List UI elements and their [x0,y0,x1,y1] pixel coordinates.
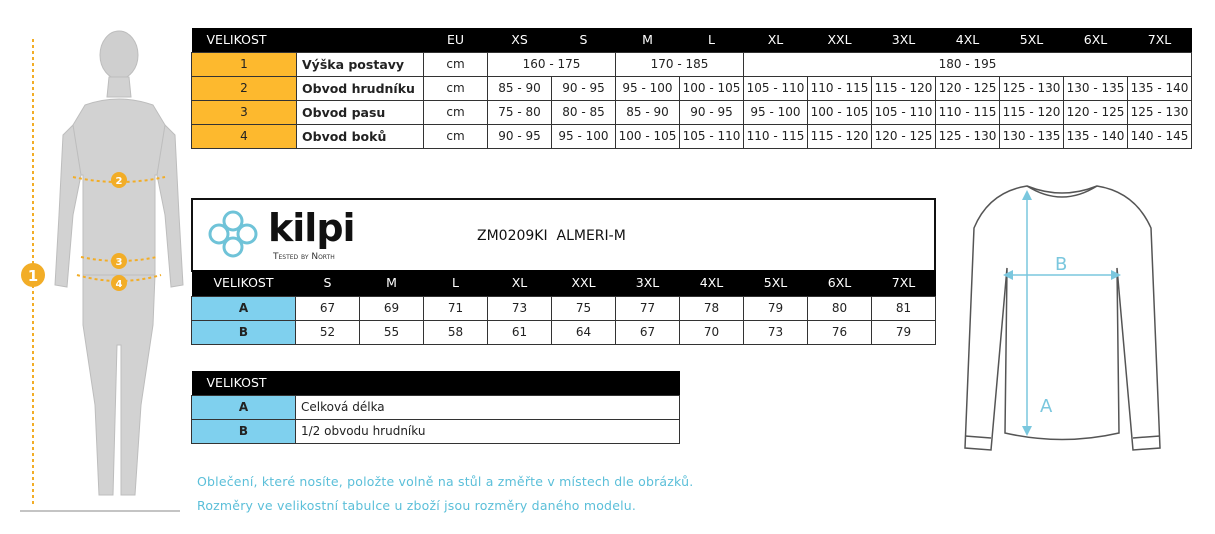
cell: 100 - 105 [616,124,680,148]
header-size: 6XL [1064,28,1128,52]
row-unit: cm [424,124,488,148]
header-size: 5XL [1000,28,1064,52]
svg-text:2: 2 [115,176,123,187]
header-size: 5XL [744,270,808,296]
row-description: Celková délka [296,395,680,419]
header-size: 4XL [936,28,1000,52]
cell: 120 - 125 [936,76,1000,100]
cell: 79 [744,296,808,320]
shirt-measurement-diagram [955,178,1170,463]
cell: 140 - 145 [1128,124,1192,148]
cell: 61 [488,320,552,344]
cell: 110 - 115 [744,124,808,148]
cell: 105 - 110 [744,76,808,100]
cell: 79 [872,320,936,344]
cell: 81 [872,296,936,320]
cell: 95 - 100 [744,100,808,124]
height-range: 180 - 195 [744,52,1192,76]
label-b: B [1055,254,1068,275]
size-chart-header [192,28,1192,52]
cell: 125 - 130 [1128,100,1192,124]
row-unit: cm [424,52,488,76]
kilpi-knot-logo-icon [205,208,261,260]
cell: 135 - 140 [1064,124,1128,148]
table-row [192,296,936,320]
cell: 75 - 80 [488,100,552,124]
label-a: A [1040,396,1053,417]
cell: 90 - 95 [552,76,616,100]
cell: 105 - 110 [680,124,744,148]
cell: 130 - 135 [1000,124,1064,148]
model-table-header [192,270,936,296]
product-header-box [191,198,936,272]
cell: 80 [808,296,872,320]
header-velikost: VELIKOST [192,371,680,395]
table-row [192,52,1192,76]
header-velikost: VELIKOST [192,270,296,296]
marker-1 [21,263,45,287]
cell: 135 - 140 [1128,76,1192,100]
marker-4 [111,275,127,291]
cell: 120 - 125 [1064,100,1128,124]
cell: 55 [360,320,424,344]
table-row [192,320,936,344]
cell: 115 - 120 [1000,100,1064,124]
cell: 78 [680,296,744,320]
header-size: M [360,270,424,296]
header-size: S [552,28,616,52]
cell: 77 [616,296,680,320]
row-label: B [192,419,296,443]
model-measurements-table [191,270,936,345]
row-label: A [192,395,296,419]
header-size: XL [744,28,808,52]
header-size: 4XL [680,270,744,296]
cell: 130 - 135 [1064,76,1128,100]
cell: 85 - 90 [616,100,680,124]
header-size: XL [488,270,552,296]
cell: 115 - 120 [872,76,936,100]
body-measurement-figure [15,25,185,515]
cell: 67 [296,296,360,320]
header-size: L [424,270,488,296]
row-unit: cm [424,76,488,100]
cell: 125 - 130 [1000,76,1064,100]
header-size: XXL [808,28,872,52]
cell: 125 - 130 [936,124,1000,148]
cell: 120 - 125 [872,124,936,148]
header-size: XS [488,28,552,52]
cell: 71 [424,296,488,320]
cell: 67 [616,320,680,344]
cell: 100 - 105 [808,100,872,124]
row-number: 3 [192,100,297,124]
row-description: 1/2 obvodu hrudníku [296,419,680,443]
cell: 110 - 115 [936,100,1000,124]
height-range: 170 - 185 [616,52,744,76]
header-size: M [616,28,680,52]
row-number: 4 [192,124,297,148]
cell: 73 [488,296,552,320]
header-size: 6XL [808,270,872,296]
cell: 70 [680,320,744,344]
table-row [192,419,680,443]
row-number: 1 [192,52,297,76]
cell: 73 [744,320,808,344]
table-row [192,76,1192,100]
table-row [192,124,1192,148]
marker-2 [111,172,127,188]
cell: 52 [296,320,360,344]
cell: 76 [808,320,872,344]
cell: 95 - 100 [616,76,680,100]
brand-name: kilpi [268,206,355,250]
table-row [192,395,680,419]
row-number: 2 [192,76,297,100]
marker-3 [111,253,127,269]
row-label: Výška postavy [297,52,424,76]
cell: 69 [360,296,424,320]
measurement-legend-table [191,371,680,444]
row-label: Obvod boků [297,124,424,148]
header-size: S [296,270,360,296]
cell: 100 - 105 [680,76,744,100]
cell: 90 - 95 [680,100,744,124]
svg-text:1: 1 [27,267,39,285]
cell: 80 - 85 [552,100,616,124]
header-velikost: VELIKOST [192,28,424,52]
header-size: L [680,28,744,52]
header-size: 7XL [1128,28,1192,52]
row-label: A [192,296,296,320]
table-row [192,100,1192,124]
svg-text:4: 4 [115,279,123,290]
cell: 64 [552,320,616,344]
cell: 85 - 90 [488,76,552,100]
header-eu: EU [424,28,488,52]
cell: 90 - 95 [488,124,552,148]
height-range: 160 - 175 [488,52,616,76]
cell: 115 - 120 [808,124,872,148]
header-size: XXL [552,270,616,296]
row-label: B [192,320,296,344]
header-size: 3XL [872,28,936,52]
row-label: Obvod pasu [297,100,424,124]
product-code: ZM0209KI ALMERI-M [477,228,626,244]
legend-header [192,371,680,395]
row-unit: cm [424,100,488,124]
cell: 110 - 115 [808,76,872,100]
svg-text:3: 3 [115,257,123,268]
cell: 105 - 110 [872,100,936,124]
row-label: Obvod hrudníku [297,76,424,100]
cell: 95 - 100 [552,124,616,148]
header-size: 3XL [616,270,680,296]
model-dimensions-note: Rozměry ve velikostní tabulce u zboží jsou rozměry daného modelu. [197,498,637,513]
cell: 75 [552,296,616,320]
cell: 58 [424,320,488,344]
size-chart-table [191,28,1192,149]
brand-tagline: Tested by North [273,252,335,262]
measuring-instruction: Oblečení, které nosíte, položte volně na stůl a změřte v místech dle obrázků. [197,474,694,489]
header-size: 7XL [872,270,936,296]
